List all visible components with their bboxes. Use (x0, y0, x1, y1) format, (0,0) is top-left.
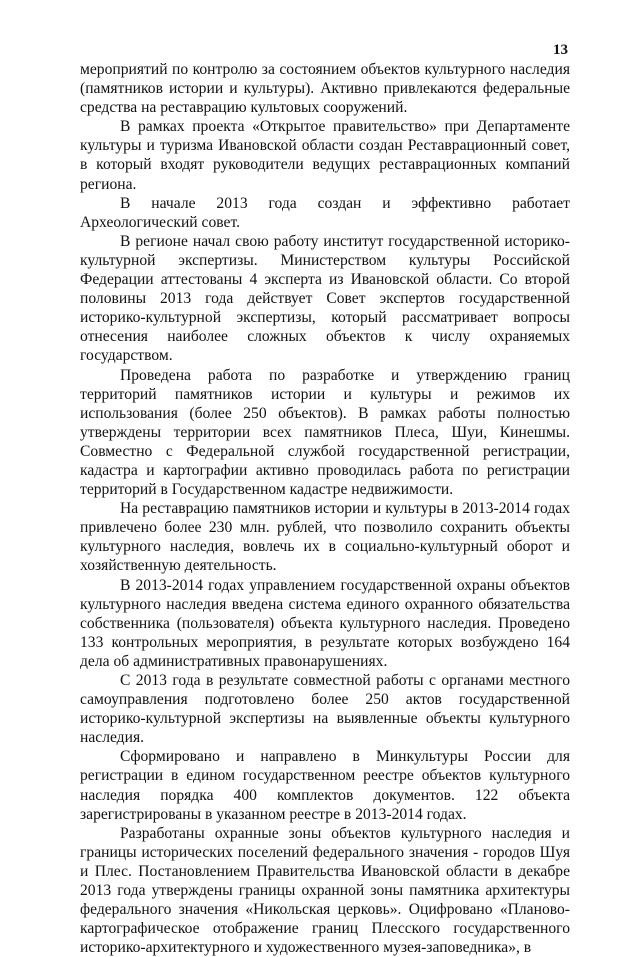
paragraph-protection-zones: Разработаны охранные зоны объектов культурного наследия и границы исторических поселений федерального значения - городов Шуя и Плес. Постановлением Правительства Ивановской области в декабре 2013 года утверждены границы охранной зоны памятника архитектуры федерального значения «Никольская церковь». Оцифровано «Планово-картографическое отображение границ Плесского государственного историко-архитектурного и художественного музея-заповедника», в (80, 824, 570, 957)
paragraph-restoration-council: В рамках проекта «Открытое правительство» при Департаменте культуры и туризма Ивановской области создан Реставрационный совет, в который входят руководители ведущих реставрационных компаний региона. (80, 118, 570, 193)
paragraph-protection-obligation: В 2013-2014 годах управлением государственной охраны объектов культурного наследия введена система единого охранного обязательства собственника (пользователя) объекта культурного наследия. Проведено 133 контрольных мероприятия, в результате которых возбуждено 164 дела об административных правонарушениях. (80, 576, 570, 670)
paragraph-restoration-funding: На реставрацию памятников истории и культуры в 2013-2014 годах привлечено более 230 млн. рублей, что позволило сохранить объекты культурного наследия, вовлечь их в социально-культурный оборот и хозяйственную деятельность. (80, 500, 570, 575)
paragraph-archaeological-council: В начале 2013 года создан и эффективно работает Археологический совет. (80, 194, 570, 231)
paragraph-expertise-acts: С 2013 года в результате совместной работы с органами местного самоуправления подготовлено более 250 актов государственной историко-культурной экспертизы на выявленные объекты культурного наследия. (80, 672, 570, 747)
document-body (80, 60, 570, 957)
paragraph-continuation: мероприятий по контролю за состоянием объектов культурного наследия (памятников истории и культуры). Активно привлекаются федеральные средства на реставрацию культовых сооружений. (80, 61, 570, 117)
paragraph-registry: Сформировано и направлено в Минкультуры России для регистрации в едином государственном реестре объектов культурного наследия порядка 400 комплектов документов. 122 объекта зарегистрированы в указанном реестре в 2013-2014 годах. (80, 748, 570, 823)
paragraph-expertise-institute: В регионе начал свою работу институт государственной историко-культурной экспертизы. Министерством культуры Российской Федерации аттестованы 4 эксперта из Ивановской области. Со второй половины 2013 года действует Совет экспертов государственной историко-культурной экспертизы, который рассматривает вопросы отнесения наиболее сложных объектов к числу охраняемых государством. (80, 232, 570, 365)
paragraph-territory-boundaries: Проведена работа по разработке и утверждению границ территорий памятников истории и культуры и режимов их использования (более 250 объектов). В рамках работы полностью утверждены территории всех памятников Плеса, Шуи, Кинешмы. Совместно с Федеральной службой государственной регистрации, кадастра и картографии активно проводилась работа по регистрации территорий в Государственном кадастре недвижимости. (80, 366, 570, 499)
page-number: 13 (553, 42, 568, 58)
